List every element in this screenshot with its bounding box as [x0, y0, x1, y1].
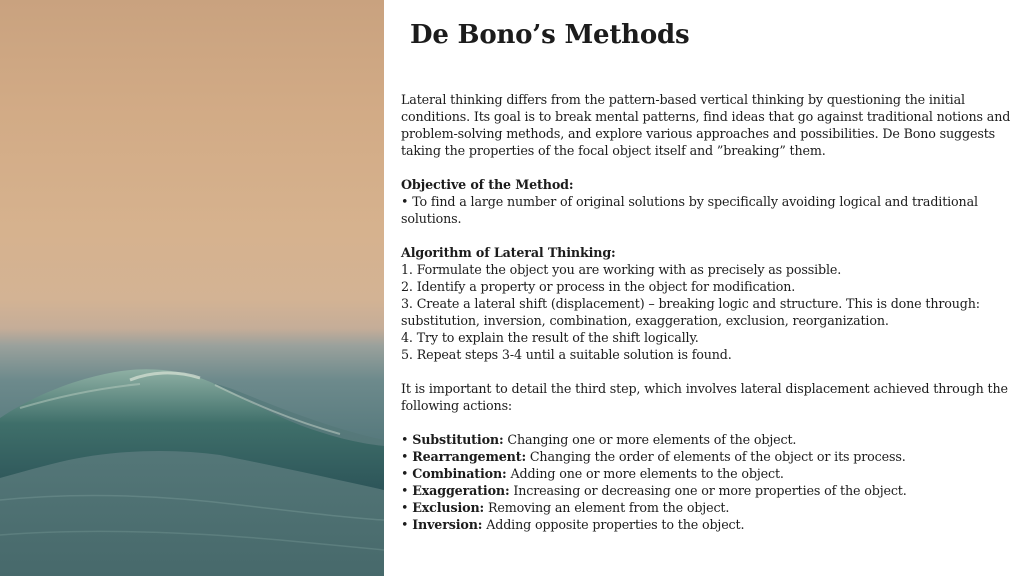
action-desc: Removing an element from the object.	[484, 500, 730, 515]
action-term: Rearrangement:	[412, 449, 526, 464]
intro-paragraph: Lateral thinking differs from the pattern-based vertical thinking by questioning the initial conditions. Its goal is to break mental patterns, find ideas that go against traditional notions and problem-solving methods, and explore various approaches and possibilities. De Bono suggests taking the properties of the focal object itself and ”breaking” them.	[401, 92, 1011, 158]
bullet: •	[401, 449, 413, 464]
algorithm-step: 3. Create a lateral shift (displacement) – breaking logic and structure. This is done through: substitution, inversion, combination, exaggeration, exclusion, reorganization.	[401, 296, 980, 328]
action-item	[401, 482, 1011, 499]
action-item	[401, 499, 1011, 516]
action-item	[401, 431, 1011, 448]
action-term: Combination:	[412, 466, 507, 481]
bullet: •	[401, 466, 413, 481]
action-desc: Changing the order of elements of the object or its process.	[525, 449, 906, 464]
action-item	[401, 465, 1011, 482]
ocean-wave-photo	[0, 0, 384, 576]
ocean-wave-illustration	[0, 0, 384, 576]
algorithm-step: 4. Try to explain the result of the shift logically.	[401, 330, 699, 345]
action-desc: Increasing or decreasing one or more properties of the object.	[509, 483, 907, 498]
action-desc: Adding one or more elements to the object.	[506, 466, 784, 481]
objective-bullet: • To find a large number of original solutions by specifically avoiding logical and traditional solutions.	[401, 194, 978, 226]
algorithm-step: 5. Repeat steps 3-4 until a suitable solution is found.	[401, 347, 732, 362]
action-item	[401, 516, 1011, 533]
action-term: Substitution:	[412, 432, 504, 447]
algorithm-heading: Algorithm of Lateral Thinking:	[401, 245, 616, 260]
algorithm-step: 2. Identify a property or process in the object for modification.	[401, 279, 796, 294]
bullet: •	[401, 432, 413, 447]
action-term: Exaggeration:	[412, 483, 510, 498]
bullet: •	[401, 500, 413, 515]
action-term: Exclusion:	[412, 500, 485, 515]
page-title: De Bono’s Methods	[410, 20, 690, 50]
body-text	[401, 91, 1011, 533]
objective-heading: Objective of the Method:	[401, 177, 574, 192]
bullet: •	[401, 517, 413, 532]
action-term: Inversion:	[412, 517, 483, 532]
bullet: •	[401, 483, 413, 498]
third-step-note: It is important to detail the third step, which involves lateral displacement achieved through the following actions:	[401, 381, 1008, 413]
action-item	[401, 448, 1011, 465]
action-desc: Changing one or more elements of the object.	[503, 432, 797, 447]
action-desc: Adding opposite properties to the object.	[482, 517, 745, 532]
algorithm-step: 1. Formulate the object you are working with as precisely as possible.	[401, 262, 842, 277]
